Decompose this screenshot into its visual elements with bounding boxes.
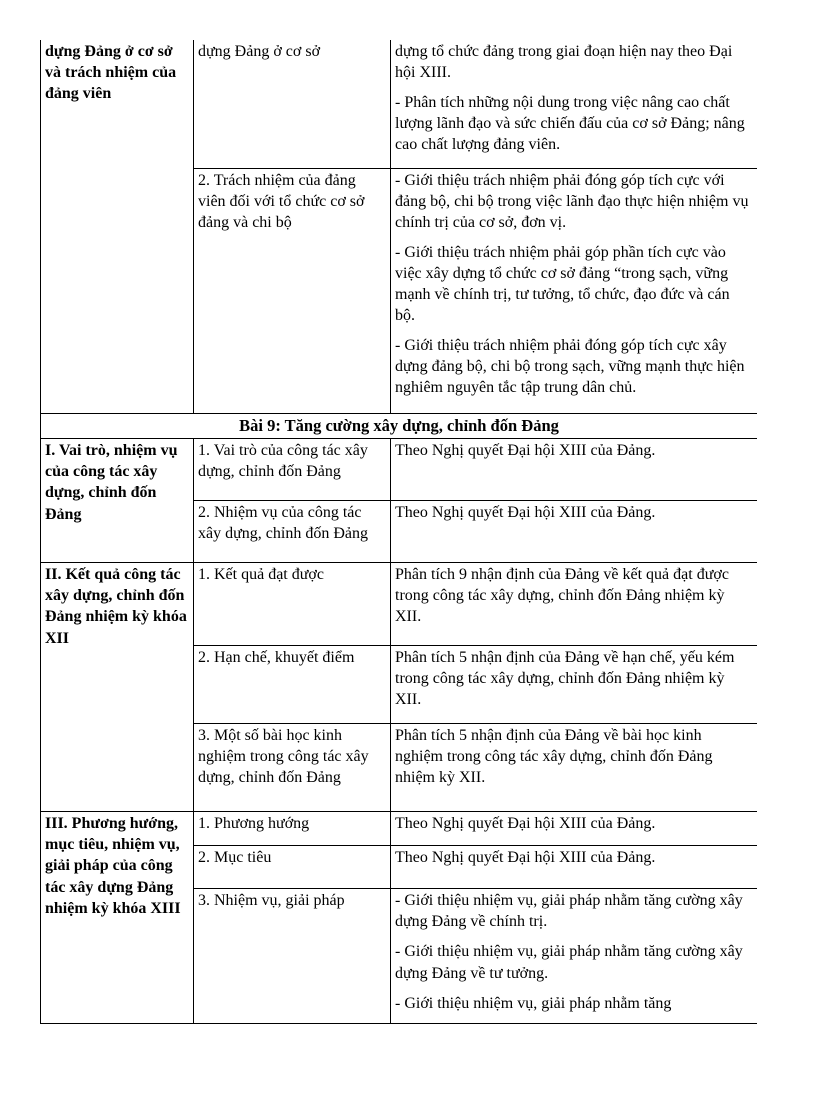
topic-cell [194,724,391,812]
table-row [41,812,758,846]
content-point: - Giới thiệu nhiệm vụ, giải pháp nhằm tăng [395,994,672,1012]
content-point: - Giới thiệu nhiệm vụ, giải pháp nhằm tăng cường xây dựng Đảng về chính trị. [395,892,743,931]
content-cell [391,40,758,168]
content-cell [391,724,758,812]
content-cell [391,889,758,1024]
topic-cell [194,812,391,846]
curriculum-table-container [40,40,757,1024]
table-row [41,413,758,439]
topic-label: 3. Nhiệm vụ, giải pháp [198,892,345,910]
topic-cell [194,439,391,501]
topic-label: 1. Kết quả đạt được [198,566,324,584]
content-point: Theo Nghị quyết Đại hội XIII của Đảng. [395,815,656,833]
topic-label: 1. Phương hướng [198,815,310,833]
content-point: Phân tích 9 nhận định của Đảng về kết quả đạt được trong công tác xây dựng, chỉnh đốn Đảng nhiệm kỳ XII. [395,566,729,626]
section-heading: dựng Đảng ở cơ sở và trách nhiệm của đảng viên [45,43,177,103]
topic-cell [194,889,391,1024]
topic-label: 2. Nhiệm vụ của công tác xây dựng, chỉnh đốn Đảng [198,504,368,543]
topic-cell [194,846,391,889]
topic-cell [194,501,391,563]
content-point: Theo Nghị quyết Đại hội XIII của Đảng. [395,504,656,522]
topic-label: dựng Đảng ở cơ sở [198,43,321,60]
section-heading: I. Vai trò, nhiệm vụ của công tác xây dựng, chỉnh đốn Đảng [45,442,178,523]
content-cell [391,501,758,563]
content-point: - Giới thiệu trách nhiệm phải góp phần tích cực vào việc xây dựng tổ chức cơ sở đảng “trong sạch, vững mạnh về chính trị, tư tưởng, tổ chức, đạo đức và cán bộ. [395,243,730,325]
content-point: Phân tích 5 nhận định của Đảng về bài học kinh nghiệm trong công tác xây dựng, chỉnh đốn Đảng nhiệm kỳ XII. [395,727,713,787]
curriculum-table [40,40,757,1024]
topic-label: 1. Vai trò của công tác xây dựng, chỉnh đốn Đảng [198,442,368,481]
content-point: Theo Nghị quyết Đại hội XIII của Đảng. [395,849,656,867]
topic-label: 2. Mục tiêu [198,849,272,867]
content-point: Theo Nghị quyết Đại hội XIII của Đảng. [395,442,656,460]
content-point: - Giới thiệu trách nhiệm phải đóng góp tích cực xây dựng đảng bộ, chi bộ trong sạch, vững mạnh thực hiện nghiêm nguyên tắc tập trung dân chủ. [395,337,745,397]
content-cell [391,846,758,889]
content-cell [391,439,758,501]
topic-cell [194,646,391,724]
content-point: - Phân tích những nội dung trong việc nâng cao chất lượng lãnh đạo và sức chiến đấu của cơ sở Đảng; nâng cao chất lượng đảng viên. [395,94,745,154]
section-heading: II. Kết quả công tác xây dựng, chỉnh đốn Đảng nhiệm kỳ khóa XII [45,566,187,647]
content-cell [391,812,758,846]
section-heading-cell [41,439,194,563]
topic-label: 2. Trách nhiệm của đảng viên đối với tổ chức cơ sở đảng và chi bộ [198,171,365,231]
section-heading-cell [41,812,194,1024]
topic-cell [194,40,391,168]
content-cell [391,168,758,413]
content-point: - Giới thiệu nhiệm vụ, giải pháp nhằm tăng cường xây dựng Đảng về tư tưởng. [395,943,743,982]
topic-label: 3. Một số bài học kinh nghiệm trong công tác xây dựng, chỉnh đốn Đảng [198,727,369,787]
table-row [41,40,758,168]
topic-label: 2. Hạn chế, khuyết điểm [198,649,355,667]
content-cell [391,646,758,724]
topic-cell [194,563,391,646]
section-heading-cell [41,40,194,413]
table-row [41,439,758,501]
content-point: dựng tổ chức đảng trong giai đoạn hiện nay theo Đại hội XIII. [395,43,733,82]
section-heading-cell [41,563,194,812]
content-cell [391,563,758,646]
content-point: - Giới thiệu trách nhiệm phải đóng góp tích cực với đảng bộ, chi bộ trong việc lãnh đạo thực hiện nhiệm vụ chính trị của cơ sở, đơn vị. [395,171,749,231]
lesson-header: Bài 9: Tăng cường xây dựng, chỉnh đốn Đảng [41,413,758,439]
table-row [41,563,758,646]
topic-cell [194,168,391,413]
content-point: Phân tích 5 nhận định của Đảng về hạn chế, yếu kém trong công tác xây dựng, chỉnh đốn Đảng nhiệm kỳ XII. [395,649,735,709]
section-heading: III. Phương hướng, mục tiêu, nhiệm vụ, giải pháp của công tác xây dựng Đảng nhiệm kỳ khóa XIII [45,815,181,917]
